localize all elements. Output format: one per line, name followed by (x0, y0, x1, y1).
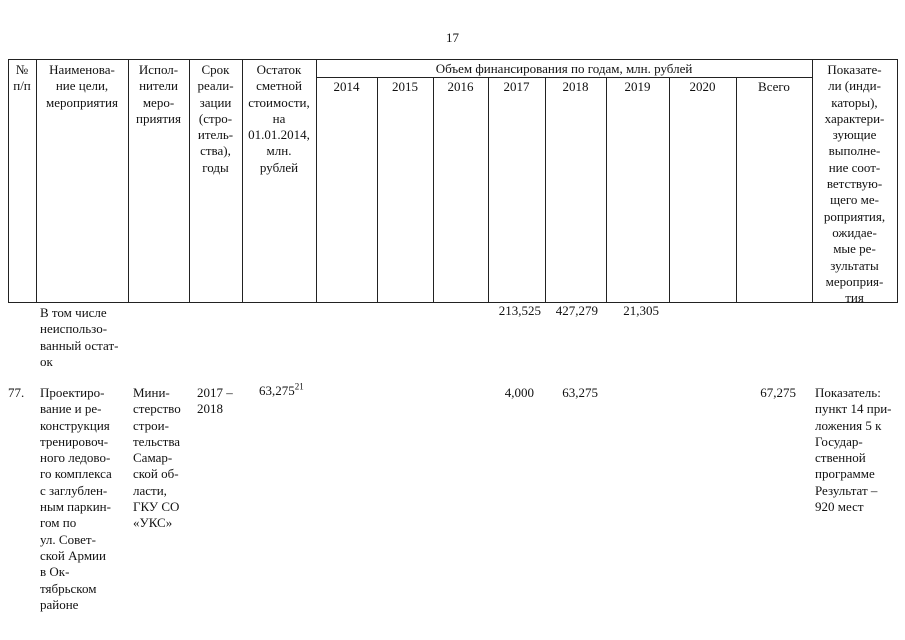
row-term: 2017 – 2018 (197, 385, 233, 417)
col-border (736, 77, 737, 303)
header-term: Срок реали- зации (стро- итель- ства), годы (197, 62, 234, 175)
row-indicators: Показатель: пункт 14 при- ложения 5 к Государ- ственной программе Результат – 920 мест (815, 385, 892, 515)
header-bottom-border (8, 302, 898, 303)
row-name: Проектиро- вание и ре- конструкция тренировоч- ного ледово- го комплекса с заглублен- ным паркин- гом по ул. Совет- ской Армии в Ок- тябрьском районе (40, 385, 112, 612)
remaining-cost-value: 63,275 (259, 383, 295, 398)
footnote-marker: 21 (294, 381, 304, 392)
cell-2017: 4,000 (504, 385, 534, 400)
header-executors: Испол- нители меро- приятия (135, 62, 181, 126)
header-year-2016: 2016 (447, 79, 474, 94)
col-border (606, 77, 607, 303)
header-number: № п/п (13, 62, 31, 94)
col-border (488, 77, 489, 303)
header-name: Наименова- ние цели, мероприятия (45, 62, 118, 110)
row-number: 77. (8, 385, 25, 400)
cell-total: 67,275 (760, 385, 796, 400)
table-top-border (8, 59, 898, 60)
header-year-2018: 2018 (562, 79, 589, 94)
header-year-2020: 2020 (689, 79, 716, 94)
row-label: В том числе неиспользо- ванный остат- ок (40, 305, 119, 369)
row-executors: Мини- стерство строи- тельства Самар- ской об- ласти, ГКУ СО «УКС» (133, 385, 181, 531)
header-year-2017: 2017 (503, 79, 530, 94)
col-border (377, 77, 378, 303)
cell-2018: 427,279 (555, 303, 598, 318)
header-year-2019: 2019 (624, 79, 651, 94)
col-border (8, 59, 9, 303)
col-border (433, 77, 434, 303)
row-remaining-cost (259, 383, 319, 399)
col-border (545, 77, 546, 303)
cell-2017: 213,525 (498, 303, 541, 318)
header-indicators: Показате- ли (инди- каторы), характери- зующие выполне- ние соот- ветствую- щего ме- роприятия, ожидае- мые ре- зультаты мероприя- тия (823, 62, 886, 306)
header-remaining-cost: Остаток сметной стоимости, на 01.01.2014, млн. рублей (248, 62, 310, 175)
cell-2019: 21,305 (623, 303, 659, 318)
col-border (897, 59, 898, 303)
col-border (669, 77, 670, 303)
header-funding-group: Объем финансирования по годам, млн. рублей (435, 61, 693, 76)
page-number: 17 (446, 30, 459, 45)
header-year-2014: 2014 (333, 79, 360, 94)
col-border (316, 59, 317, 303)
header-year-2015: 2015 (392, 79, 418, 94)
cell-2018: 63,275 (562, 385, 598, 400)
header-total: Всего (758, 79, 790, 94)
